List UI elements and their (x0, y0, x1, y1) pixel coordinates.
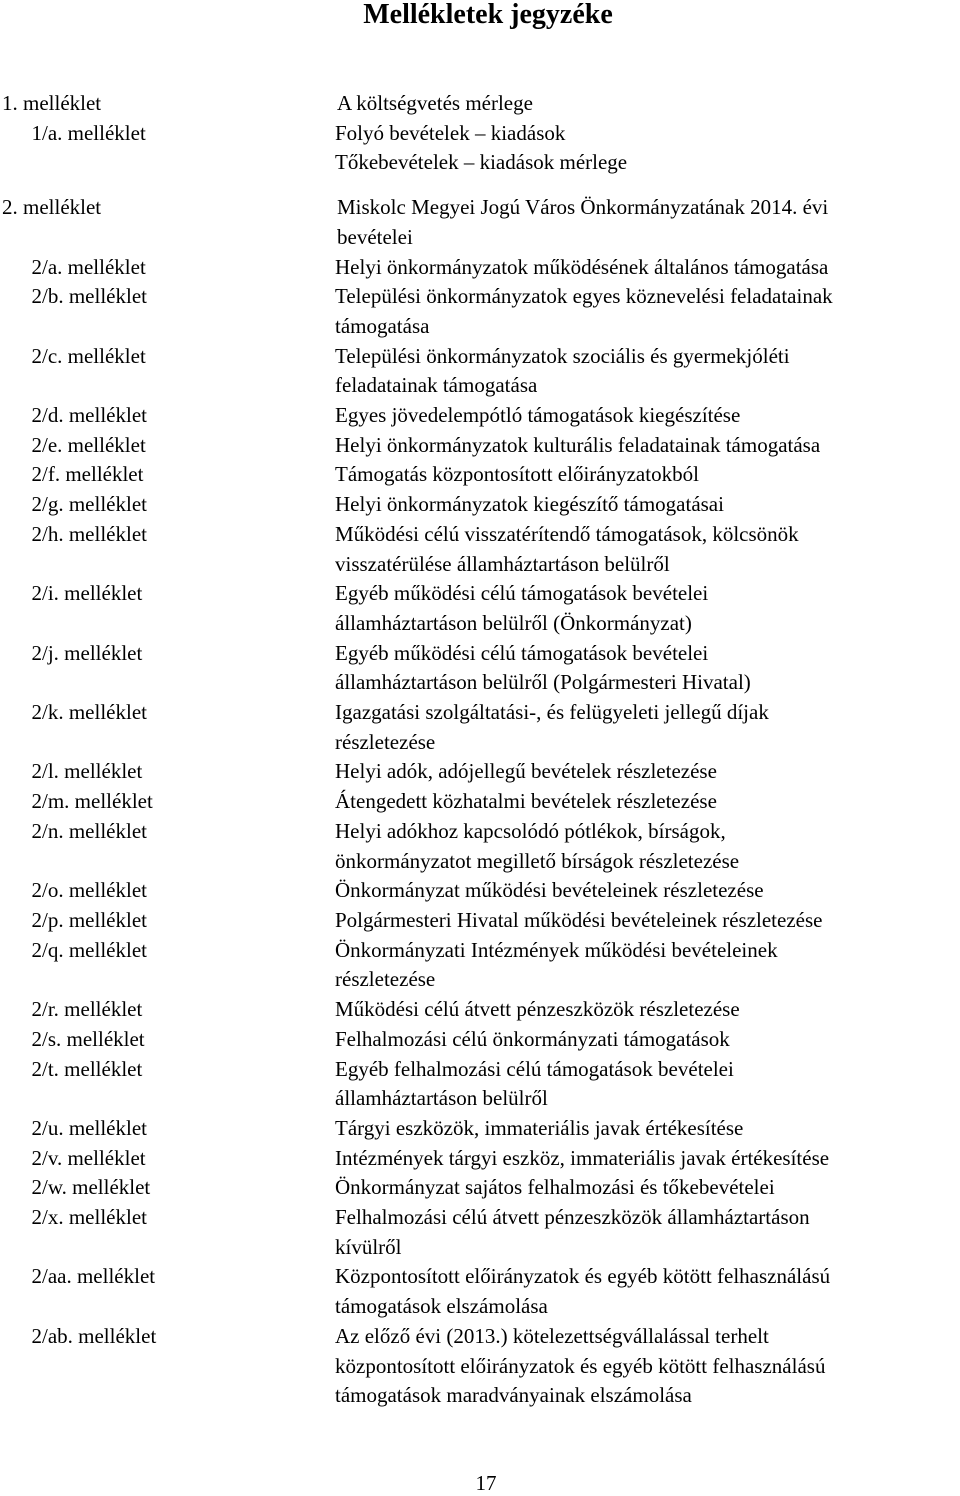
annex-description: Egyes jövedelempótló támogatások kiegészítése (335, 403, 741, 428)
annex-label: 2/i. melléklet (0, 581, 143, 606)
annex-entry (0, 1114, 960, 1144)
annex-label: 2/a. melléklet (0, 254, 146, 279)
annex-entry (0, 342, 960, 401)
annex-entry (0, 1173, 960, 1203)
annex-label: 2/c. melléklet (0, 343, 146, 368)
annex-description: Egyéb felhalmozási célú támogatások bevételei államháztartáson belülről (335, 1056, 734, 1111)
annex-entry (0, 698, 960, 757)
annex-label: 1. melléklet (2, 91, 102, 115)
annex-entry (0, 460, 960, 490)
annex-entry (0, 253, 960, 283)
annex-entry (0, 1262, 960, 1321)
annex-description: Önkormányzati Intézmények működési bevételeinek részletezése (335, 937, 778, 992)
annex-description: Miskolc Megyei Jogú Város Önkormányzatának 2014. évi bevételei (337, 195, 829, 249)
annex-entry (0, 282, 960, 341)
annex-label: 2/e. melléklet (0, 432, 146, 457)
annex-label: 2/d. melléklet (0, 403, 147, 428)
annex-entry (0, 1322, 960, 1411)
annex-entry (0, 876, 960, 906)
annex-entry (0, 995, 960, 1025)
annex-description: Önkormányzat sajátos felhalmozási és tőkebevételei (335, 1175, 775, 1200)
annex-entry (0, 401, 960, 431)
annex-entry (0, 579, 960, 638)
annex-entry (0, 906, 960, 936)
annex-label: 2/p. melléklet (0, 907, 147, 932)
annex-description: Az előző évi (2013.) kötelezettségvállalással terhelt központosított előirányzatok és egyéb kötött felhasználású támogatások maradványainak elszámolása (335, 1323, 826, 1408)
annex-description: Helyi adókhoz kapcsolódó pótlékok, bírságok, önkormányzatot megillető bírságok részletezése (335, 818, 740, 873)
annex-entry (0, 817, 960, 876)
annex-label: 2/s. melléklet (0, 1026, 145, 1051)
annex-description: Központosított előirányzatok és egyéb kötött felhasználású támogatások elszámolása (335, 1264, 831, 1319)
annex-entry (0, 757, 960, 787)
annex-entry (0, 193, 960, 252)
annex-label: 2/m. melléklet (0, 789, 153, 814)
annex-entry (0, 520, 960, 579)
annex-entry (0, 431, 960, 461)
annex-description: Egyéb működési célú támogatások bevételei államháztartáson belülről (Polgármesteri Hivatal) (335, 640, 751, 695)
annex-entry (0, 89, 960, 119)
annex-entry (0, 1025, 960, 1055)
annex-entry (0, 119, 960, 178)
annex-description: Működési célú átvett pénzeszközök részletezése (335, 997, 740, 1022)
annex-description: Egyéb működési célú támogatások bevételei államháztartáson belülről (Önkormányzat) (335, 581, 709, 635)
annex-description: Helyi adók, adójellegű bevételek részletezése (335, 759, 717, 784)
annex-description: Felhalmozási célú önkormányzati támogatások (335, 1026, 730, 1051)
annex-description: Helyi önkormányzatok kulturális feladatainak támogatása (335, 432, 821, 457)
page-title: Mellékletek jegyzéke (363, 0, 613, 30)
annex-description: Átengedett közhatalmi bevételek részletezése (335, 789, 717, 814)
annex-entry (0, 936, 960, 995)
annex-description: Önkormányzat működési bevételeinek részletezése (335, 878, 764, 903)
annex-label: 2/h. melléklet (0, 521, 147, 546)
annex-description: Működési célú visszatérítendő támogatások, kölcsönök visszatérülése államháztartáson belülről (335, 521, 799, 576)
annex-description: Tárgyi eszközök, immateriális javak értékesítése (335, 1115, 744, 1140)
annex-description: Támogatás központosított előirányzatokból (335, 462, 699, 487)
annex-label: 2/t. melléklet (0, 1056, 143, 1081)
annex-label: 2/q. melléklet (0, 937, 147, 962)
annex-description: Folyó bevételek – kiadások Tőkebevételek – kiadások mérlege (335, 120, 628, 175)
annex-label: 2. melléklet (2, 195, 102, 220)
annex-description: Helyi önkormányzatok kiegészítő támogatásai (335, 492, 724, 517)
annex-entry (0, 490, 960, 520)
annex-label: 2/v. melléklet (0, 1145, 146, 1170)
annex-description: Polgármesteri Hivatal működési bevételeinek részletezése (335, 907, 823, 932)
annex-label: 2/j. melléklet (0, 640, 143, 665)
annex-entry (0, 1055, 960, 1114)
annex-label: 2/u. melléklet (0, 1115, 147, 1140)
annex-label: 2/w. melléklet (0, 1175, 151, 1200)
annex-description: Intézmények tárgyi eszköz, immateriális javak értékesítése (335, 1145, 830, 1170)
annex-description: Helyi önkormányzatok működésének általános támogatása (335, 254, 829, 279)
annex-description: Felhalmozási célú átvett pénzeszközök államháztartáson kívülről (335, 1205, 810, 1259)
annex-list (0, 89, 960, 1411)
annex-entry (0, 1144, 960, 1174)
annex-entry (0, 787, 960, 817)
annex-description: Települési önkormányzatok szociális és gyermekjóléti feladatainak támogatása (335, 343, 790, 398)
annex-label: 2/n. melléklet (0, 818, 147, 843)
annex-entry (0, 639, 960, 698)
annex-label: 2/r. melléklet (0, 997, 143, 1022)
annex-label: 2/o. melléklet (0, 878, 147, 903)
annex-label: 2/ab. melléklet (0, 1323, 157, 1348)
annex-label: 2/k. melléklet (0, 700, 147, 725)
annex-label: 2/aa. melléklet (0, 1264, 156, 1289)
annex-label: 2/b. melléklet (0, 284, 147, 309)
annex-label: 2/l. melléklet (0, 759, 143, 784)
annex-label: 2/f. melléklet (0, 462, 144, 487)
page-number: 17 (475, 1471, 497, 1495)
annex-description: Igazgatási szolgáltatási-, és felügyeleti jellegű díjak részletezése (335, 700, 769, 754)
annex-description: A költségvetés mérlege (337, 91, 533, 115)
annex-label: 2/g. melléklet (0, 492, 147, 517)
annex-entry (0, 1203, 960, 1262)
annex-description: Települési önkormányzatok egyes köznevelési feladatainak támogatása (335, 284, 833, 338)
annex-label: 2/x. melléklet (0, 1205, 147, 1230)
annex-label: 1/a. melléklet (0, 120, 146, 145)
